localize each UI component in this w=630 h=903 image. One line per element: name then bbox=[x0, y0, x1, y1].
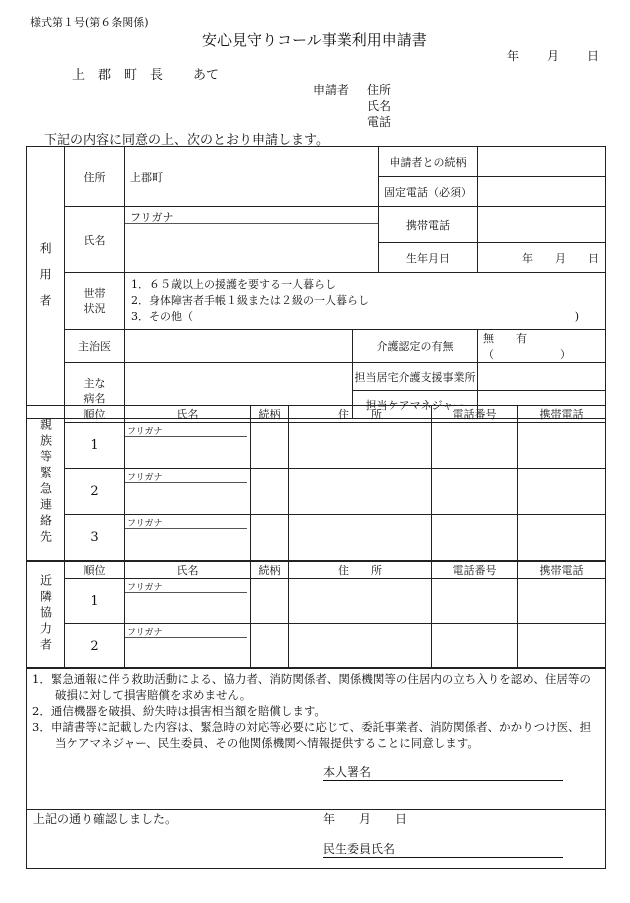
care-cert-field[interactable]: 無 有（ ） bbox=[478, 330, 606, 363]
relatives-address-field-3[interactable] bbox=[289, 515, 432, 561]
neighbors-rank-1: 1 bbox=[65, 579, 125, 624]
date-year: 年 bbox=[507, 49, 520, 63]
neighbors-phone-field-1[interactable] bbox=[432, 579, 518, 624]
neighbors-mobile-field-2[interactable] bbox=[518, 624, 606, 669]
relatives-relation-field-2[interactable] bbox=[251, 469, 289, 515]
household-options[interactable] bbox=[125, 273, 606, 330]
mobile-field[interactable] bbox=[478, 207, 606, 243]
care-office-field[interactable] bbox=[478, 363, 606, 391]
landline-field[interactable] bbox=[478, 177, 606, 207]
neighbors-header-mobile: 携帯電話 bbox=[518, 562, 606, 579]
neighbors-header-rank: 順位 bbox=[65, 562, 125, 579]
relatives-name-field-2[interactable] bbox=[125, 469, 251, 515]
household-label: 世帯 状況 bbox=[65, 273, 125, 330]
neighbors-table bbox=[26, 561, 606, 669]
relatives-header-name: 氏名 bbox=[125, 406, 251, 423]
neighbors-address-field-2[interactable] bbox=[289, 624, 432, 669]
user-address-field[interactable]: 上郡町 bbox=[125, 147, 379, 207]
confirm-text: 上記の通り確認しました。 bbox=[33, 812, 178, 826]
household-close: ) bbox=[574, 310, 579, 323]
neighbors-side-label: 近隣協力者 bbox=[27, 562, 65, 669]
neighbors-address-field-1[interactable] bbox=[289, 579, 432, 624]
neighbors-mobile-field-1[interactable] bbox=[518, 579, 606, 624]
date-month: 月 bbox=[547, 49, 560, 63]
applicant-name-label: 氏名 bbox=[367, 99, 392, 113]
relatives-header-relation: 続柄 bbox=[251, 406, 289, 423]
relatives-header-mobile: 携帯電話 bbox=[518, 406, 606, 423]
household-option-1[interactable]: 1．６５歳以上の援護を要する一人暮らし bbox=[131, 278, 336, 291]
neighbors-relation-field-1[interactable] bbox=[251, 579, 289, 624]
disease-label: 主な 病名 bbox=[65, 363, 125, 419]
relatives-rank-1: 1 bbox=[65, 423, 125, 469]
neighbors-header-name: 氏名 bbox=[125, 562, 251, 579]
relatives-rank-2: 2 bbox=[65, 469, 125, 515]
relatives-furigana-2: フリガナ bbox=[125, 469, 247, 483]
landline-label: 固定電話（必須） bbox=[379, 177, 478, 207]
neighbors-name-field-1[interactable] bbox=[125, 579, 251, 624]
neighbors-header-phone: 電話番号 bbox=[432, 562, 518, 579]
relatives-table bbox=[26, 405, 606, 561]
doctor-label: 主治医 bbox=[65, 330, 125, 363]
user-side-label: 利用者 bbox=[27, 147, 65, 419]
consent-line-4: 3．申請書等に記載した内容は、緊急時の対応等必要に応じて、委託事業者、消防関係者、かかりつけ医、担 bbox=[32, 720, 592, 734]
signature-line[interactable]: 本人署名 bbox=[323, 763, 563, 781]
relatives-phone-field-1[interactable] bbox=[432, 423, 518, 469]
care-office-label: 担当居宅介護支援事業所 bbox=[353, 363, 478, 391]
relatives-row bbox=[27, 423, 606, 469]
date-day: 日 bbox=[587, 49, 600, 63]
consent-line-3: 2．通信機器を破損、紛失時は損害相当額を賠償します。 bbox=[32, 704, 326, 718]
neighbors-phone-field-2[interactable] bbox=[432, 624, 518, 669]
relatives-row bbox=[27, 515, 606, 561]
applicant-address-label: 住所 bbox=[367, 83, 392, 97]
care-cert-label: 介護認定の有無 bbox=[353, 330, 478, 363]
care-manager-label: 担当ケアマネジャー bbox=[353, 391, 478, 419]
user-name-label: 氏名 bbox=[65, 207, 125, 273]
relatives-name-field-3[interactable] bbox=[125, 515, 251, 561]
relation-field[interactable] bbox=[478, 147, 606, 177]
relatives-mobile-field-1[interactable] bbox=[518, 423, 606, 469]
relatives-furigana-1: フリガナ bbox=[125, 423, 247, 437]
relatives-address-field-2[interactable] bbox=[289, 469, 432, 515]
relatives-name-field-1[interactable] bbox=[125, 423, 251, 469]
relatives-mobile-field-2[interactable] bbox=[518, 469, 606, 515]
neighbors-rank-2: 2 bbox=[65, 624, 125, 669]
form-number: 様式第１号(第６条関係) bbox=[30, 16, 149, 29]
doctor-field[interactable] bbox=[125, 330, 353, 363]
relatives-header-rank: 順位 bbox=[65, 406, 125, 423]
consent-line-2: 破損に対して損害賠償を求めません。 bbox=[32, 688, 252, 702]
welfare-officer-line[interactable]: 民生委員氏名 bbox=[323, 840, 563, 858]
neighbors-row bbox=[27, 579, 606, 624]
household-option-2[interactable]: 2．身体障害者手帳１級または２級の一人暮らし bbox=[131, 294, 369, 307]
applicant-label: 申請者 bbox=[313, 83, 350, 97]
user-table bbox=[26, 146, 606, 419]
neighbors-header-address: 住 所 bbox=[289, 562, 432, 579]
relatives-mobile-field-3[interactable] bbox=[518, 515, 606, 561]
relation-label: 申請者との続柄 bbox=[379, 147, 478, 177]
relatives-phone-field-3[interactable] bbox=[432, 515, 518, 561]
user-furigana: フリガナ bbox=[125, 207, 378, 224]
page-title: 安心見守りコール事業利用申請書 bbox=[202, 31, 427, 49]
confirm-box bbox=[26, 808, 606, 869]
mobile-label: 携帯電話 bbox=[379, 207, 478, 243]
relatives-row bbox=[27, 469, 606, 515]
neighbors-name-field-2[interactable] bbox=[125, 624, 251, 669]
consent-text bbox=[32, 671, 591, 751]
addressee-name: 上 郡 町 長 bbox=[72, 68, 164, 83]
neighbors-header-relation: 続柄 bbox=[251, 562, 289, 579]
neighbors-relation-field-2[interactable] bbox=[251, 624, 289, 669]
intro-text: 下記の内容に同意の上、次のとおり申請します。 bbox=[44, 133, 329, 148]
applicant-phone-label: 電話 bbox=[367, 115, 392, 129]
confirm-date[interactable]: 年 月 日 bbox=[323, 812, 408, 826]
relatives-header-address: 住 所 bbox=[289, 406, 432, 423]
relatives-furigana-3: フリガナ bbox=[125, 515, 247, 529]
relatives-relation-field-1[interactable] bbox=[251, 423, 289, 469]
consent-line-5: 当ケアマネジャー、民生委員、その他関係機関へ情報提供することに同意します。 bbox=[32, 736, 479, 750]
user-address-label: 住所 bbox=[65, 147, 125, 207]
consent-box bbox=[26, 667, 606, 810]
relatives-phone-field-2[interactable] bbox=[432, 469, 518, 515]
neighbors-row bbox=[27, 624, 606, 669]
addressee-ate: あて bbox=[193, 68, 220, 83]
household-option-3[interactable]: 3．その他（ bbox=[131, 310, 193, 323]
relatives-address-field-1[interactable] bbox=[289, 423, 432, 469]
consent-line-1: 1．緊急通報に伴う救助活動による、協力者、消防関係者、関係機関等の住居内の立ち入りを認め、住居等の bbox=[32, 672, 591, 686]
relatives-relation-field-3[interactable] bbox=[251, 515, 289, 561]
relatives-header-phone: 電話番号 bbox=[432, 406, 518, 423]
birth-field[interactable]: 年 月 日 bbox=[478, 243, 606, 273]
neighbors-furigana-2: フリガナ bbox=[125, 624, 247, 638]
user-name-field[interactable] bbox=[125, 207, 379, 273]
neighbors-furigana-1: フリガナ bbox=[125, 579, 247, 593]
relatives-rank-3: 3 bbox=[65, 515, 125, 561]
birth-label: 生年月日 bbox=[379, 243, 478, 273]
relatives-side-label: 親族等緊急連絡先 bbox=[27, 406, 65, 561]
